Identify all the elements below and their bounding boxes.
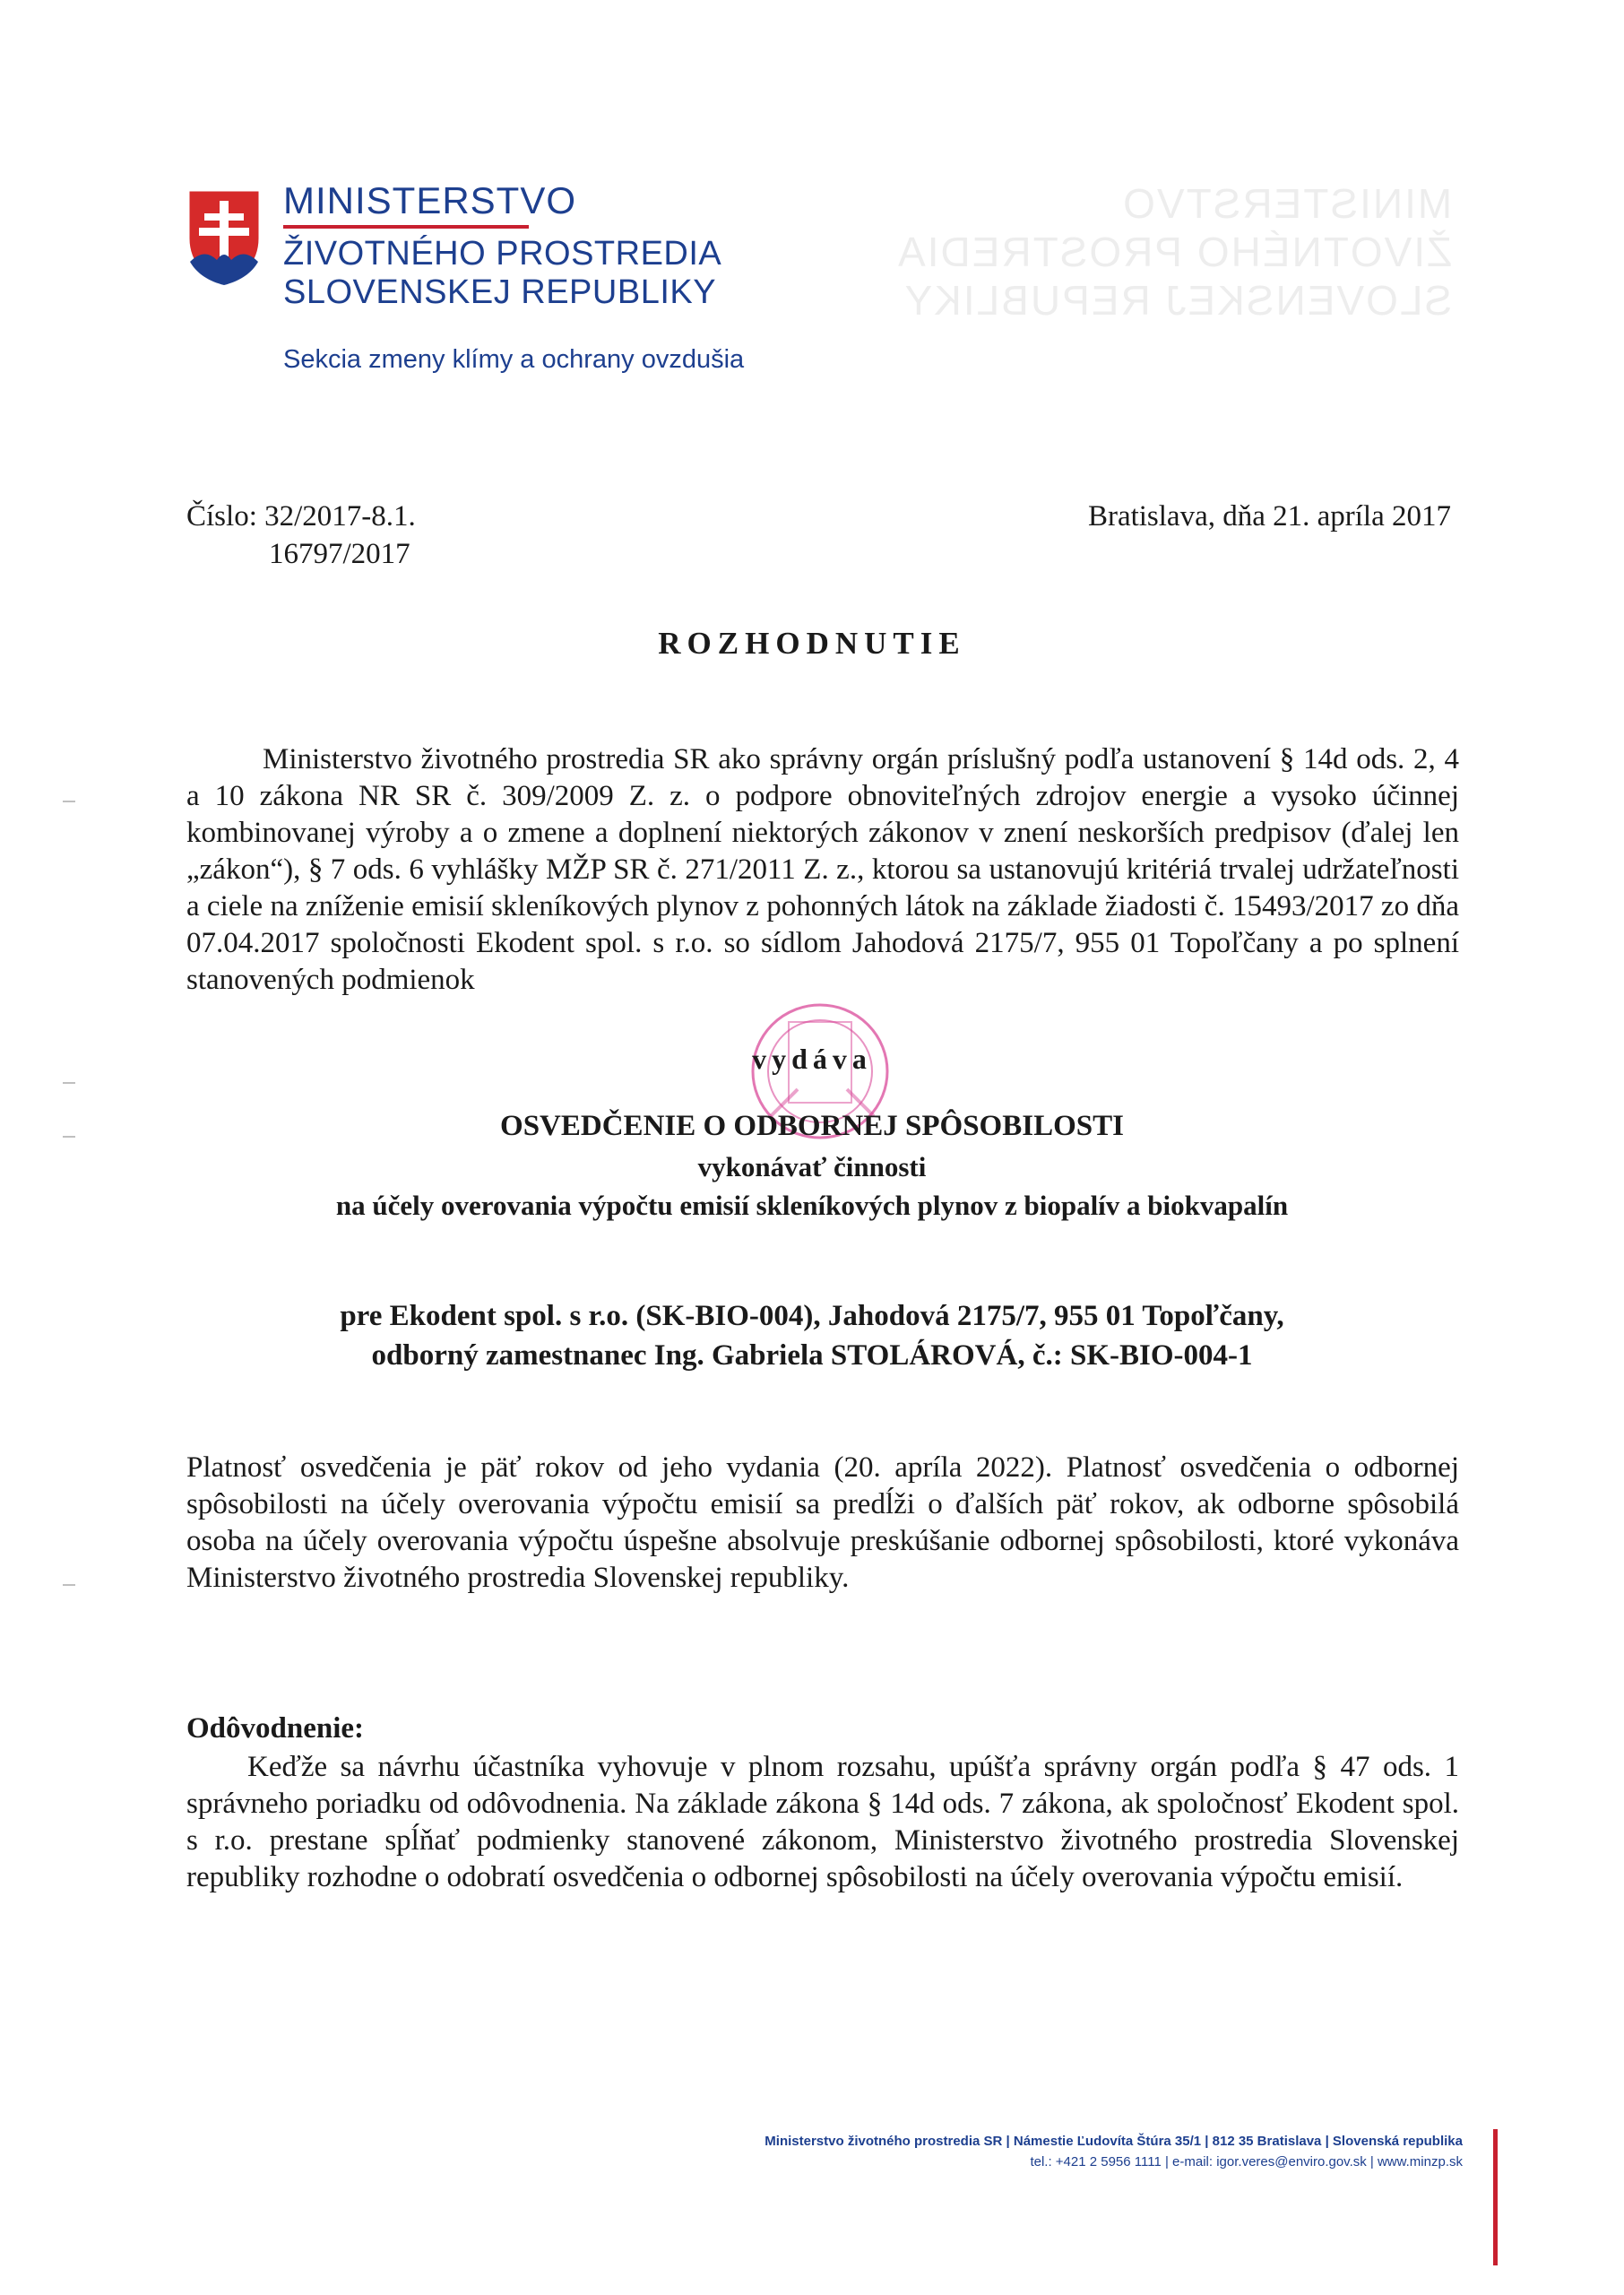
- footer-address: Ministerstvo životného prostredia SR | Námestie Ľudovíta Štúra 35/1 | 812 35 Bratislava | Slovenská republika: [764, 2134, 1463, 2149]
- document-title: ROZHODNUTIE: [658, 626, 966, 661]
- reference-number: Číslo: 32/2017-8.1.: [186, 500, 416, 533]
- reference-number-2: 16797/2017: [269, 538, 410, 570]
- footer-contact: tel.: +421 2 5956 1111 | e-mail: igor.veres@enviro.gov.sk | www.minzp.sk: [1030, 2154, 1463, 2169]
- bleed-through-letterhead: MINISTERSTVO ŽIVOTNÉHO PROSTREDIA SLOVENSKEJ REPUBLIKY: [896, 180, 1453, 324]
- certificate-subtitle: vykonávať činnosti: [697, 1151, 927, 1182]
- ministry-name-line-3: SLOVENSKEJ REPUBLIKY: [283, 273, 717, 311]
- issues-label: vydáva: [752, 1043, 872, 1075]
- footer-red-bar: [1493, 2129, 1498, 2265]
- section-name: Sekcia zmeny klímy a ochrany ovzdušia: [283, 345, 745, 374]
- certificate-holder: pre Ekodent spol. s r.o. (SK-BIO-004), Jahodová 2175/7, 955 01 Topoľčany,: [340, 1300, 1284, 1332]
- paragraph-validity: Platnosť osvedčenia je päť rokov od jeho vydania (20. apríla 2022). Platnosť osvedčenia o odbornej spôsobilosti na účely overovania výpočtu emisií sa predĺži o ďalších päť rokov, ak odborne spôsobilá osoba na účely overovania výpočtu úspešne absolvuje preskúšanie odbornej spôsobilosti, ktoré vykonáva Ministerstvo životného prostredia Slovenskej republiky.: [186, 1451, 1459, 1594]
- justification-heading: Odôvodnenie:: [186, 1712, 365, 1745]
- paragraph-justification: Keďže sa návrhu účastníka vyhovuje v plnom rozsahu, upúšťa správny orgán podľa § 47 ods. 1 správneho poriadku od odôvodnenia. Na základe zákona § 14d ods. 7 zákona, ak spoločnosť Ekodent spol. s r.o. prestane spĺňať podmienky stanovené zákonom, Ministerstvo životného prostredia Slovenskej republiky rozhodne o odobratí osvedčenia o odbornej spôsobilosti na účely overovania výpočtu emisií.: [186, 1751, 1459, 1893]
- scan-mark: [63, 1584, 75, 1586]
- ministry-name-line-2: ŽIVOTNÉHO PROSTREDIA: [283, 235, 722, 273]
- certificate-employee: odborný zamestnanec Ing. Gabriela STOLÁROVÁ, č.: SK-BIO-004-1: [371, 1339, 1253, 1372]
- ministry-name-line-1: MINISTERSTVO: [283, 179, 577, 221]
- letterhead-rule: [283, 225, 529, 229]
- paragraph-authority: Ministerstvo životného prostredia SR ako správny orgán príslušný podľa ustanovení § 14d ods. 2, 4 a 10 zákona NR SR č. 309/2009 Z. z. o podpore obnoviteľných zdrojov energie a vysoko účinnej kombinovanej výroby a o zmene a doplnení niektorých zákonov v znení neskorších predpisov (ďalej len „zákon“), § 7 ods. 6 vyhlášky MŽP SR č. 271/2011 Z. z., ktorou sa ustanovujú kritériá trvalej udržateľnosti a ciele na zníženie emisií skleníkových plynov z pohonných látok na základe žiadosti č. 15493/2017 zo dňa 07.04.2017 spoločnosti Ekodent spol. s r.o. so sídlom Jahodová 2175/7, 955 01 Topoľčany a po splnení stanovených podmienok: [186, 743, 1459, 996]
- scan-mark: [63, 801, 75, 802]
- certificate-title: OSVEDČENIE O ODBORNEJ SPÔSOBILOSTI: [500, 1110, 1124, 1142]
- scan-mark: [63, 1082, 75, 1084]
- place-and-date: Bratislava, dňa 21. apríla 2017: [1087, 500, 1451, 533]
- scan-mark: [63, 1136, 75, 1138]
- coat-of-arms-icon: [185, 186, 263, 289]
- certificate-purpose: na účely overovania výpočtu emisií skleníkových plynov z biopalív a biokvapalín: [335, 1190, 1289, 1221]
